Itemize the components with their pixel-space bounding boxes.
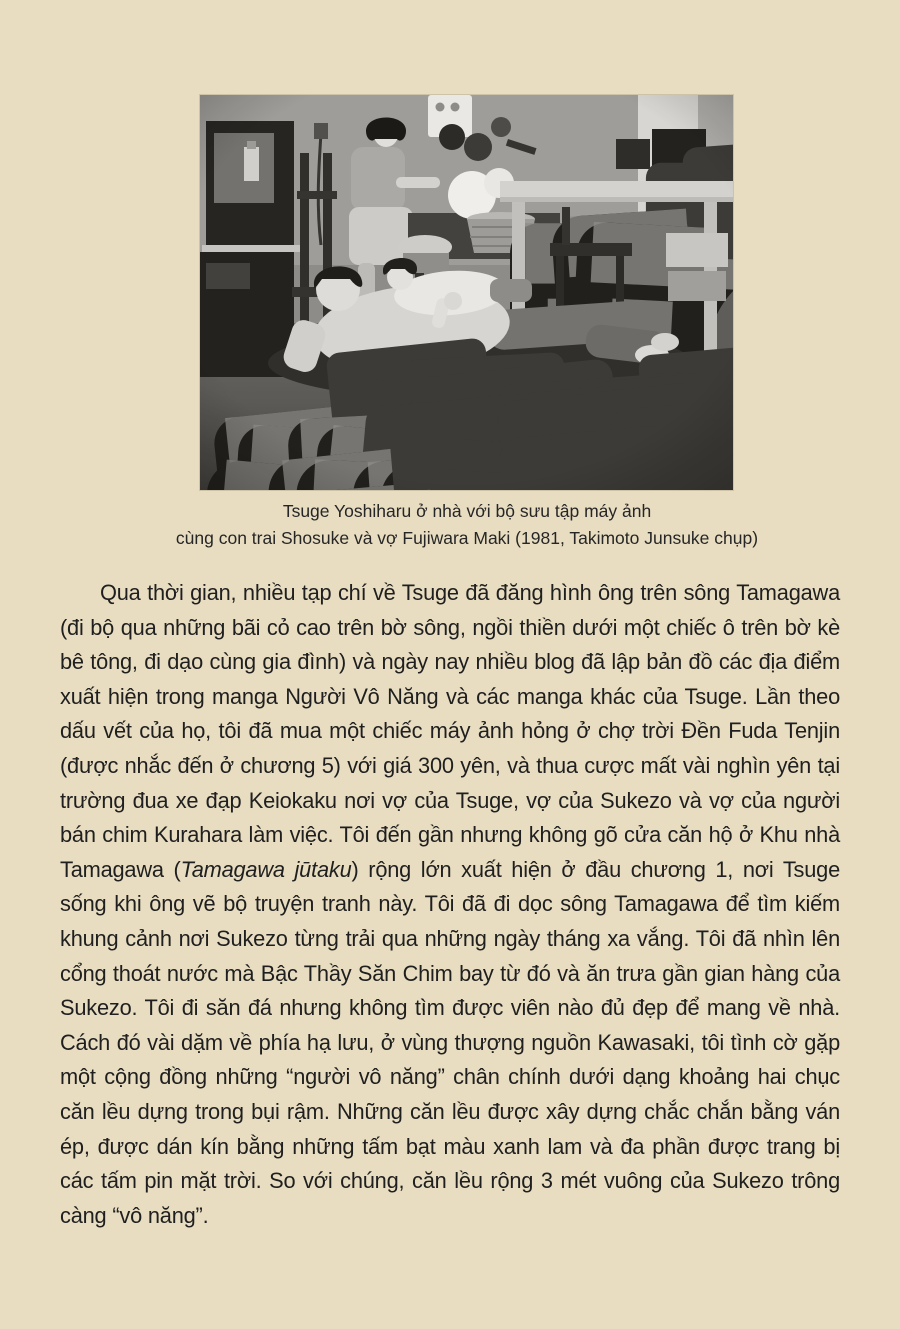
caption-line-2: cùng con trai Shosuke và vợ Fujiwara Maki (1981, Takimoto Junsuke chụp) [175,528,759,548]
photo-sepia-tint [200,95,733,490]
body-article [60,576,840,1233]
paragraph-text-after-italic: ) rộng lớn xuất hiện ở đầu chương 1, nơi Tsuge sống khi ông vẽ bộ truyện tranh này. Tôi đã đi dọc sông Tamagawa để tìm kiếm khung cảnh nơi Sukezo từng trải qua những ngày tháng xa vắng. Tôi đã nhìn lên cổng thoát nước mà Bậc Thầy Săn Chim bay từ đó và ăn trưa gần gian hàng của Sukezo. Tôi đi săn đá nhưng không tìm được viên nào đủ đẹp để mang về nhà. Cách đó vài dặm về phía hạ lưu, ở vùng thượng nguồn Kawasaki, tôi tình cờ gặp một cộng đồng những “người vô năng” chân chính dưới dạng khoảng hai chục căn lều dựng trong bụi rậm. Những căn lều được xây dựng chắc chắn bằng ván ép, được dán kín bằng những tấm bạt màu xanh lam và đa phần được trang bị các tấm pin mặt trời. So với chúng, căn lều rộng 3 mét vuông của Sukezo trông càng “vô năng”. [60,856,840,1228]
family-photo [200,95,733,490]
paragraph-text-before-italic: Qua thời gian, nhiều tạp chí về Tsuge đã đăng hình ông trên sông Tamagawa (đi bộ qua những bãi cỏ cao trên bờ sông, ngồi thiền dưới một chiếc ô trên bờ kè bê tông, đi dạo cùng gia đình) và ngày nay nhiều blog đã lập bản đồ các địa điểm xuất hiện trong manga Người Vô Năng và các manga khác của Tsuge. Lần theo dấu vết của họ, tôi đã mua một chiếc máy ảnh hỏng ở chợ trời Đền Fuda Tenjin (được nhắc đến ở chương 5) với giá 300 yên, và thua cược mất vài nghìn yên tại trường đua xe đạp Keiokaku nơi vợ của Tsuge, vợ của Sukezo và vợ của người bán chim Kurahara làm việc. Tôi đến gần nhưng không gõ cửa căn hộ ở Khu nhà Tamagawa ( [60,580,840,882]
paragraph-italic-term: Tamagawa jūtaku [180,856,352,882]
body-paragraph [60,576,840,1233]
family-photo-figure [175,95,759,552]
caption-line-1: Tsuge Yoshiharu ở nhà với bộ sưu tập máy ảnh [282,501,652,521]
photo-caption [117,498,817,552]
